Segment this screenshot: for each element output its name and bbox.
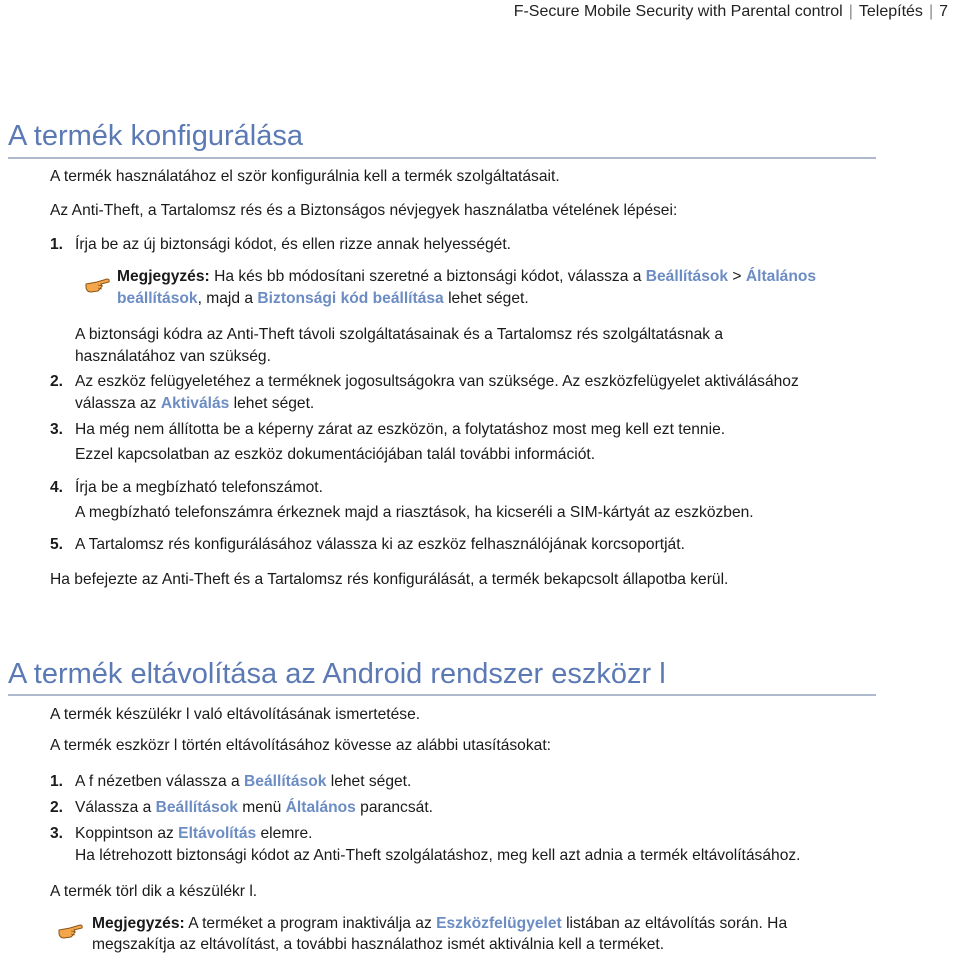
section2-step1 (50, 771, 411, 793)
section2-title: A termék eltávolítása az Android rendszer eszközr l (8, 658, 666, 690)
note2-line1 (92, 913, 787, 935)
step-number: 1. (50, 236, 64, 253)
step-number: 2. (50, 799, 64, 816)
pointing-hand-icon (58, 922, 84, 940)
step-number: 1. (50, 773, 64, 790)
section2-intro1: A termék készülékr l való eltávolításának ismertetése. (50, 706, 421, 723)
note-text: listában az eltávolítás során. Ha (561, 915, 788, 932)
step-text: Az eszköz felügyeletéhez a terméknek jogosultságokra van szüksége. Az eszközfelügyelet aktiválásához (75, 373, 799, 390)
device-admin-link[interactable]: Eszközfelügyelet (436, 915, 562, 932)
step-text: A f nézetben válassza a (75, 773, 245, 790)
step-number: 4. (50, 479, 64, 496)
step-text: A Tartalomsz rés konfigurálásához válassza ki az eszköz felhasználójának korcsoportját. (75, 536, 685, 553)
step-text: Ha még nem állította be a képerny zárat az eszközön, a folytatáshoz most meg kell ezt tennie. (75, 421, 726, 438)
security-code-settings-link[interactable]: Biztonsági kód beállítása (257, 290, 444, 307)
step-text: Válassza a (75, 799, 156, 816)
section1-step2-line2 (75, 393, 314, 415)
header-page-number: 7 (939, 3, 948, 20)
note-text: A terméket a program inaktiválja az (184, 915, 437, 932)
step-text: parancsát. (355, 799, 433, 816)
header-product: F-Secure Mobile Security with Parental control (513, 3, 843, 20)
page-header: F-Secure Mobile Security with Parental control | Telepítés | 7 (513, 3, 948, 20)
section1-step4-line1 (50, 477, 323, 499)
section1-step5 (50, 534, 685, 556)
step-number: 3. (50, 421, 64, 438)
settings-link[interactable]: Beállítások (155, 799, 238, 816)
section1-rule (8, 157, 876, 159)
step-number: 3. (50, 825, 64, 842)
section2-step3-line2: Ha létrehozott biztonsági kódot az Anti-Theft szolgálatáshoz, meg kell azt adnia a termék eltávolításához. (75, 847, 801, 864)
step-text: Írja be az új biztonsági kódot, és ellen rizze annak helyességét. (75, 236, 512, 253)
step-text: Koppintson az (75, 825, 179, 842)
section1-step3-line1 (50, 419, 725, 441)
note-label: Megjegyzés: (92, 915, 185, 932)
section1-step2-line1 (50, 371, 799, 393)
section1-outro: Ha befejezte az Anti-Theft és a Tartalomsz rés konfigurálását, a termék bekapcsolt állapotba kerül. (50, 571, 729, 588)
section1-intro1: A termék használatához el ször konfigurálnia kell a termék szolgáltatásait. (50, 168, 560, 185)
step-text: menü (237, 799, 286, 816)
uninstall-link[interactable]: Eltávolítás (178, 825, 257, 842)
section1-intro2: Az Anti-Theft, a Tartalomsz rés és a Biztonságos névjegyek használatba vételének lépései: (50, 202, 678, 219)
section2-step2 (50, 797, 433, 819)
header-section: Telepítés (858, 3, 923, 20)
section2-intro2: A termék eszközr l történ eltávolításához kövesse az alábbi utasításokat: (50, 737, 551, 754)
settings-link[interactable]: Beállítások (244, 773, 327, 790)
step-text: elemre. (256, 825, 313, 842)
step-text: válassza az (75, 395, 161, 412)
section1-step1 (50, 234, 511, 256)
pointing-hand-icon (85, 276, 111, 294)
section2-outro: A termék törl dik a készülékr l. (50, 883, 258, 900)
activate-link[interactable]: Aktiválás (160, 395, 230, 412)
step-text: Írja be a megbízható telefonszámot. (75, 479, 323, 496)
step-text: lehet séget. (326, 773, 412, 790)
note-label: Megjegyzés: (117, 268, 210, 285)
section2-step3-line1 (50, 823, 313, 845)
step-number: 2. (50, 373, 64, 390)
section2-rule (8, 694, 876, 696)
step-number: 5. (50, 536, 64, 553)
section1-para1-line2: használatához van szükség. (75, 348, 271, 365)
section1-para1-line1: A biztonsági kódra az Anti-Theft távoli szolgáltatásainak és a Tartalomsz rés szolgáltatásnak a (75, 326, 724, 343)
note-text: Ha kés bb módosítani szeretné a biztonsági kódot, válassza a (209, 268, 646, 285)
settings-link[interactable]: Beállítások (645, 268, 729, 285)
note1-line2 (117, 288, 529, 310)
section1-title: A termék konfigurálása (8, 120, 303, 152)
note2-line2: megszakítja az eltávolítást, a további használathoz ismét aktiválnia kell a terméket. (92, 936, 665, 953)
general-link[interactable]: Általános (285, 799, 356, 816)
section1-step4-line2: A megbízható telefonszámra érkeznek majd a riasztások, ha kicseréli a SIM-kártyát az eszközben. (75, 504, 754, 521)
general-settings-link[interactable]: beállítások (117, 290, 198, 307)
note1-line1 (117, 266, 816, 288)
note-text: > (728, 268, 746, 285)
step-text: lehet séget. (229, 395, 315, 412)
general-link[interactable]: Általános (745, 268, 817, 285)
note-text: , majd a (197, 290, 258, 307)
note-text: lehet séget. (443, 290, 529, 307)
section1-step3-line2: Ezzel kapcsolatban az eszköz dokumentációjában talál további információt. (75, 446, 596, 463)
